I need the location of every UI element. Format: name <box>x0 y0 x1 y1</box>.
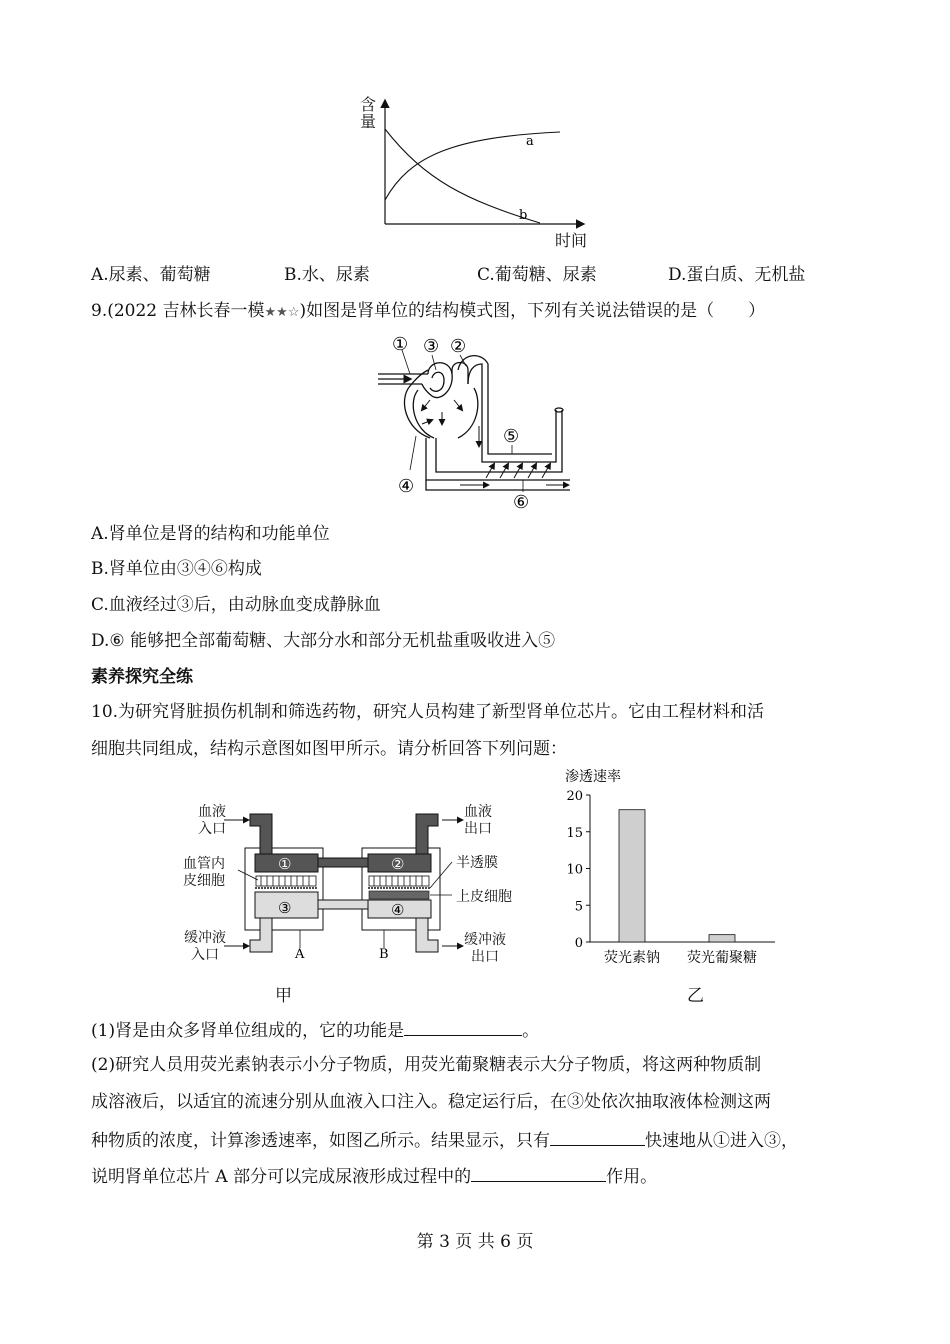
curve-b <box>385 129 540 223</box>
section-title: 素养探究全练 <box>91 667 193 687</box>
q10-stem-line2: 细胞共同组成，结构示意图如图甲所示。请分析回答下列问题： <box>91 739 567 759</box>
part-a-label: A <box>295 947 305 962</box>
answer-blank-2[interactable] <box>550 1127 645 1146</box>
part-b-label: B <box>379 947 389 962</box>
endothelial-cell-label: 血管内 皮细胞 <box>183 856 225 889</box>
chart-bar <box>619 810 645 942</box>
q9-option-a: A.肾单位是肾的结构和功能单位 <box>91 524 330 544</box>
q9-option-b: B.肾单位由③④⑥构成 <box>91 559 262 579</box>
chart-category-label: 荧光素钠 <box>604 950 660 966</box>
permeation-rate-chart <box>560 765 780 975</box>
nephron-label-5: ⑤ <box>503 426 520 447</box>
nephron-label-2: ② <box>450 336 467 357</box>
chart-bar <box>709 935 735 942</box>
chart-y-tick-label: 15 <box>566 825 583 841</box>
q8-option-b: B.水、尿素 <box>284 265 370 285</box>
q9-option-c: C.血液经过③后，由动脉血变成静脉血 <box>91 595 381 615</box>
nephron-label-6: ⑥ <box>513 492 530 513</box>
q9-option-d: D.⑥ 能够把全部葡萄糖、大部分水和部分无机盐重吸收进入⑤ <box>91 631 556 651</box>
answer-blank-3[interactable] <box>471 1163 606 1182</box>
chart-y-tick-label: 10 <box>566 862 583 878</box>
chart-y-tick-label: 0 <box>574 936 583 951</box>
q8-option-d: D.蛋白质、无机盐 <box>668 265 806 285</box>
q10-sub2-line2: 成溶液后，以适宜的流速分别从血液入口注入。稳定运行后，在③处依次抽取液体检测这两 <box>91 1092 771 1112</box>
chamber-label-1: ① <box>278 855 292 873</box>
y-axis-label: 含量 <box>360 95 377 131</box>
buffer-inlet-label: 缓冲液 入口 <box>184 930 226 963</box>
epithelial-cell-label: 上皮细胞 <box>456 889 512 905</box>
q10-stem-line1: 10.为研究肾脏损伤机制和筛选药物，研究人员构建了新型肾单位芯片。它由工程材料和活 <box>91 702 765 722</box>
chart-category-label: 荧光葡聚糖 <box>687 950 757 966</box>
page-footer: 第 3 页 共 6 页 <box>416 1232 534 1252</box>
chart-y-tick-label: 5 <box>574 899 583 915</box>
blood-outlet-label: 血液 出口 <box>464 804 492 837</box>
nephron-label-4: ④ <box>398 476 415 497</box>
q8-option-a: A.尿素、葡萄糖 <box>91 265 211 285</box>
chart-y-tick-label: 20 <box>566 789 583 804</box>
q10-sub1: (1)肾是由众多肾单位组成的，它的功能是 。 <box>91 1017 539 1043</box>
blood-inlet-label: 血液 入口 <box>198 804 226 837</box>
q9-stem <box>91 299 765 325</box>
nephron-label-3: ③ <box>423 336 440 357</box>
chamber-label-4: ④ <box>391 901 405 919</box>
membrane-label: 半透膜 <box>456 855 498 871</box>
q9-stem-suffix: )如图是肾单位的结构模式图，下列有关说法错误的是（ ） <box>299 301 766 321</box>
curve-a-label: a <box>526 134 534 149</box>
q10-sub2-line1: (2)研究人员用荧光素钠表示小分子物质，用荧光葡聚糖表示大分子物质，将这两种物质制 <box>91 1055 762 1075</box>
q10-sub2-line4: 说明肾单位芯片 A 部分可以完成尿液形成过程中的 作用。 <box>91 1163 657 1189</box>
curve-b-label: b <box>519 208 528 223</box>
q8-option-c: C.葡萄糖、尿素 <box>477 265 597 285</box>
x-axis-label: 时间 <box>555 231 588 250</box>
chamber-label-3: ③ <box>278 899 292 917</box>
chamber-label-2: ② <box>391 855 405 873</box>
q10-sub2-line3: 种物质的浓度，计算渗透速率，如图乙所示。结果显示，只有 快速地从①进入③， <box>91 1127 798 1153</box>
nephron-diagram <box>370 330 580 515</box>
buffer-outlet-label: 缓冲液 出口 <box>464 932 506 965</box>
q9-stem-prefix: 9.(2022 吉林长春一模 <box>91 301 265 321</box>
figure-yi-caption: 乙 <box>687 986 704 1006</box>
difficulty-stars-icon: ★★☆ <box>264 305 300 320</box>
figure-jia-caption: 甲 <box>275 986 292 1006</box>
answer-blank-1[interactable] <box>404 1017 522 1036</box>
figure-jia <box>180 800 540 975</box>
chart-y-label: 渗透速率 <box>565 769 621 785</box>
nephron-label-1: ① <box>392 334 409 355</box>
